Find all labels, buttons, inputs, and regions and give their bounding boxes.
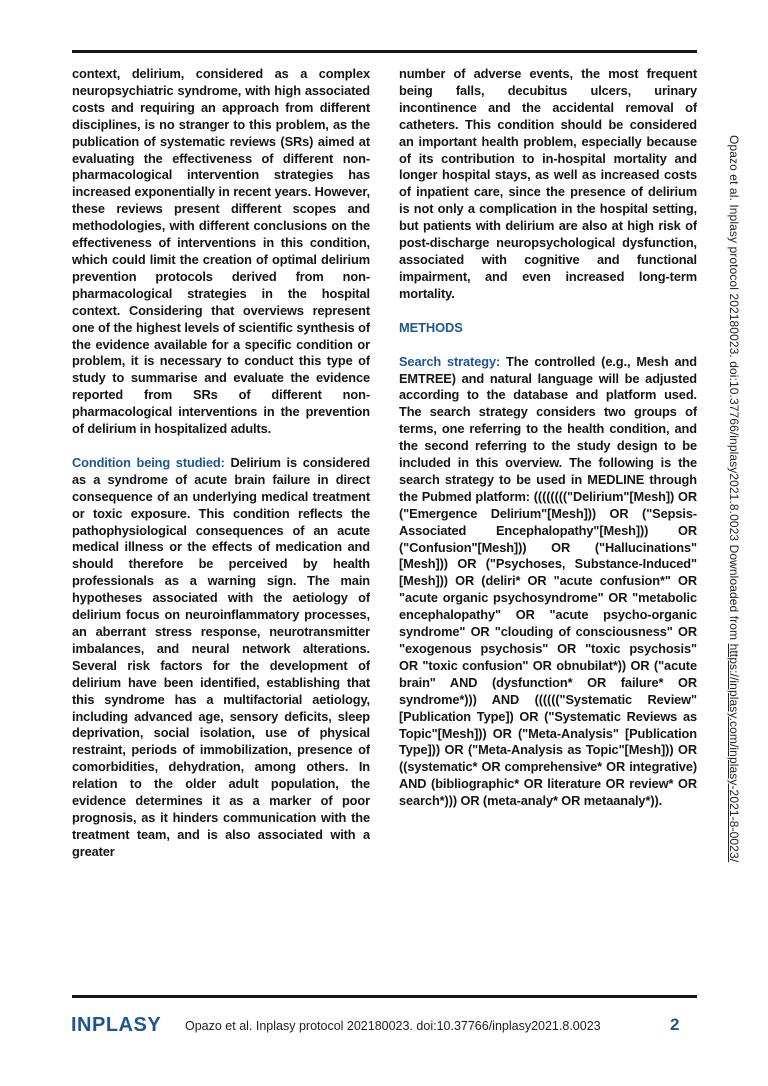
right-column xyxy=(399,66,697,994)
inplasy-logo: INPLASY xyxy=(71,1014,162,1036)
paragraph-condition-being-studied xyxy=(72,455,370,861)
margin-citation-text: Opazo et al. Inplasy protocol 202180023. doi:10.37766/inplasy2021.8.0023 Downloaded from xyxy=(727,135,741,644)
paragraph-text: Delirium is considered as a syndrome of acute brain failure in direct consequence of an underlying medical treatment or toxic exposure. This condition reflects the pathophysiological consequences of an acute medical illness or the effects of medication and should therefore be perceived by health professionals as a warning sign. The main hypotheses associated with the aetiology of delirium focus on neuroinflammatory processes, an aberrant stress response, neurotransmitter imbalances, and neural network alterations. Several risk factors for the development of delirium have been identified, establishing that this syndrome has a multifactorial aetiology, including advanced age, sensory deficits, sleep deprivation, social isolation, use of physical restraint, periods of immobilization, presence of comorbidities, dehydration, among others. In relation to the older adult population, the evidence determines it as a marker of poor prognosis, as it hinders communication with the treatment team, and is also associated with a greater xyxy=(72,454,370,859)
paragraph-adverse-events xyxy=(399,66,697,303)
paragraph-text: number of adverse events, the most frequent being falls, decubitus ulcers, urinary incontinence and the accidental removal of catheters. This condition should be considered an important health problem, especially because of its contribution to in-hospital mortality and longer hospital stays, as well as increased costs of inpatient care, since the presence of delirium is not only a complication in the hospital setting, but patients with delirium are also at high risk of post-discharge neuropsychological dysfunction, associated with cognitive and functional impairment, and even increased long-term mortality. xyxy=(399,66,697,301)
bottom-horizontal-rule xyxy=(72,995,697,998)
methods-section-heading: METHODS xyxy=(399,319,463,335)
rotated-margin-citation xyxy=(727,135,741,862)
top-horizontal-rule xyxy=(72,50,697,53)
page-number: 2 xyxy=(670,1015,680,1034)
section-label-search-strategy: Search strategy: xyxy=(399,353,501,369)
left-column xyxy=(72,66,370,994)
footer-citation: Opazo et al. Inplasy protocol 202180023. doi:10.37766/inplasy2021.8.0023 xyxy=(185,1019,601,1033)
section-label-condition-being-studied: Condition being studied: xyxy=(72,454,225,470)
paragraph-text: context, delirium, considered as a complex neuropsychiatric syndrome, with high associated costs and requiring an approach from different disciplines, is no stranger to this problem, as the publication of systematic reviews (SRs) aimed at evaluating the effectiveness of different non-pharmacological intervention strategies has increased exponentially in recent years. However, these reviews present different scopes and methodologies, with different conclusions on the effectiveness of interventions in this condition, which could limit the creation of optimal delirium prevention protocols derived from non-pharmacological strategies in the hospital context. Considering that overviews represent one of the highest levels of scientific synthesis of the evidence available for a specific condition or problem, it is necessary to conduct this type of study to summarise and evaluate the evidence reported from SRs of different non-pharmacological interventions in the prevention of delirium in hospitalized adults. xyxy=(72,66,370,437)
paragraph-text: The controlled (e.g., Mesh and EMTREE) and natural language will be adjusted according to the database and platform used. The search strategy considers two groups of terms, one referring to the health condition, and the second referring to the study design to be included in this overview. The following is the search strategy to be used in MEDLINE through the Pubmed platform: (((((((("Delirium"[Mesh]) OR ("Emergence Delirium"[Mesh])) OR ("Sepsis-Associated Encephalopathy"[Mesh])) OR ("Confusion"[Mesh])) OR ("Hallucinations"[Mesh])) OR ("Psychoses, Substance-Induced"[Mesh])) OR (deliri* OR "acute confusion*" OR "acute organic psychosyndrome" OR "metabolic encephalopathy" OR "acute psycho-organic syndrome" OR "clouding of consciousness" OR "exogenous psychosis" OR "toxic psychosis" OR "toxic confusion" OR obnubilat*)) OR ("acute brain" AND (dysfunction* OR failure* OR syndrome*))) AND (((((("Systematic Review" [Publication Type]) OR ("Systematic Reviews as Topic"[Mesh])) OR ("Meta-Analysis" [Publication Type])) OR ("Meta-Analysis as Topic"[Mesh])) OR ((systematic* OR comprehensive* OR integrative) AND (bibliographic* OR literature OR review* OR search*))) OR (meta-analy* OR metaanaly*)). xyxy=(399,353,697,809)
margin-citation-link[interactable]: https://inplasy.com/inplasy-2021-8-0023/ xyxy=(727,643,741,863)
paragraph-search-strategy xyxy=(399,354,697,810)
paragraph-review-context xyxy=(72,66,370,438)
two-column-body xyxy=(72,66,697,994)
